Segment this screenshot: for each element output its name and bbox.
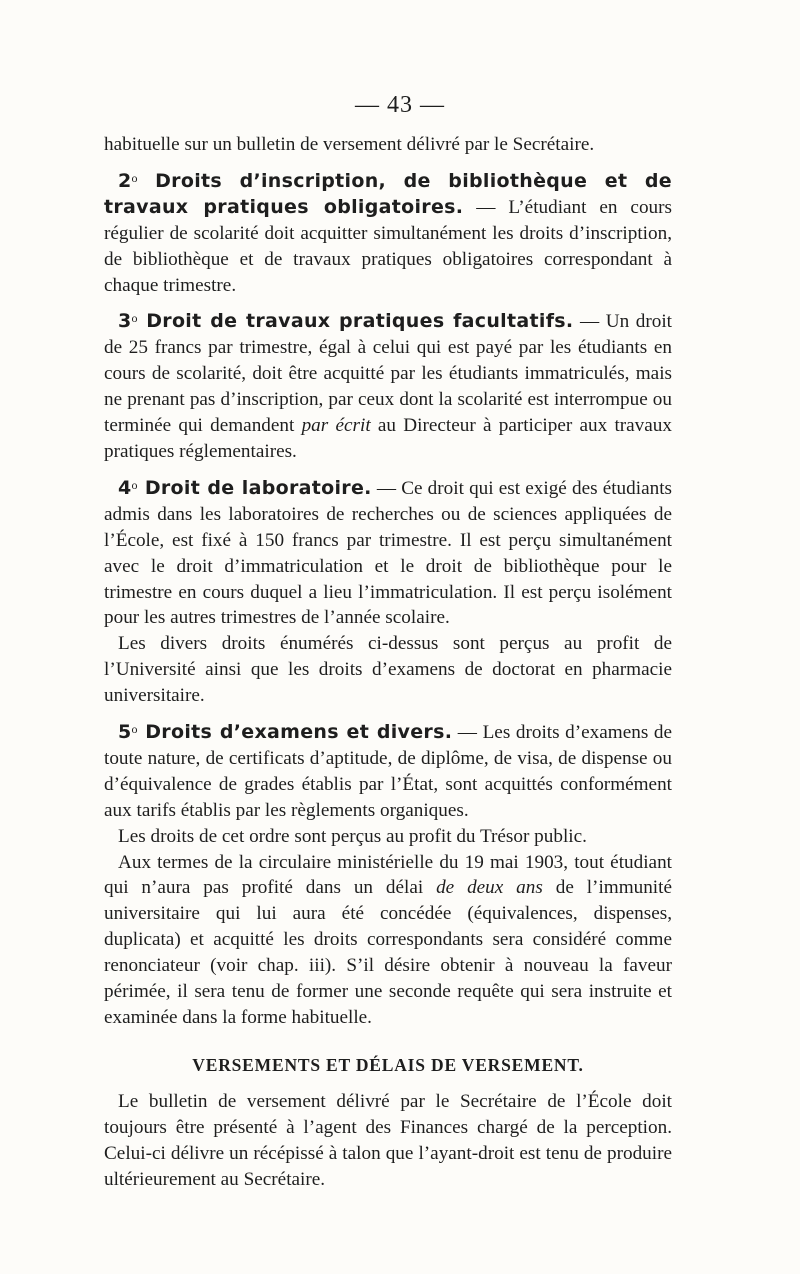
page-number: — 43 — — [355, 92, 445, 118]
paragraph-text: — Un droit de 25 francs par trimestre, égal à celui qui est payé par les étudiants en cours de scolarité, doit être acquitté par les étudiants immatriculés, mais ne prenant pas d’inscription, par ceux dont la scolarité est interrompue ou terminée qui demandent — [104, 311, 672, 437]
paragraph-droits-inscription — [104, 166, 672, 299]
item-number: 2 — [118, 169, 132, 192]
ordinal-suffix: o — [131, 170, 138, 185]
section-heading: Droits d’examens et divers. — [137, 721, 453, 744]
ordinal-suffix: o — [131, 311, 138, 326]
paragraph-text: Aux termes de la circulaire ministérielle du 19 mai 1903, tout étudiant qui n’aura pas profité dans un délai — [104, 851, 672, 899]
paragraph-bulletin-versement: Le bulletin de versement délivré par le Secrétaire de l’École doit toujours être présenté à l’agent des Finances chargé de la perception. Celui-ci délivre un récépissé à talon que l’ayant-droit est tenu de produire ultérieurement au Secrétaire. — [104, 1090, 672, 1190]
ordinal-suffix: o — [131, 722, 138, 737]
paragraph-text: au Directeur à participer aux travaux pratiques réglementaires. — [104, 415, 672, 462]
item-number: 4 — [118, 476, 132, 499]
paragraph-circulaire — [104, 850, 672, 1031]
section-heading: Droit de travaux pratiques facultatifs. — [137, 310, 574, 333]
paragraph-tresor-public: Les droits de cet ordre sont perçus au profit du Trésor public. — [118, 825, 587, 847]
paragraph-travaux-facultatifs — [104, 306, 672, 464]
item-number: 3 — [118, 310, 132, 333]
paragraph-text: — Ce droit qui est exigé des étudiants admis dans les laboratoires de recherches ou de sciences appliquées de l’École, est fixé à 150 francs par trimestre. Il est perçu simultanément avec le droit d’immatriculation et le droit de bibliothèque pour le trimestre en cours duquel a lieu l’immatriculation. Il est perçu isolément pour les autres trimestres de l’année scolaire. — [104, 477, 672, 629]
emphasis-text: de deux ans — [436, 877, 543, 899]
section-heading: Droits d’inscription, de bibliothèque et de travaux pratiques obligatoires. — [104, 169, 672, 218]
paragraph-continuation: habituelle sur un bulletin de versement délivré par le Secrétaire. — [104, 134, 595, 155]
paragraph-droit-laboratoire — [104, 473, 672, 631]
item-number: 5 — [118, 721, 132, 744]
paragraph-text: de l’immunité universitaire qui lui aura été concédée (équivalences, dispenses, duplicata) et acquitté les droits correspondants sera considéré comme renonciateur (voir chap. iii). S’il désire obtenir à nouveau la faveur périmée, il sera tenu de former une seconde requête qui sera instruite et examinée dans la forme habituelle. — [104, 877, 672, 1028]
page-body — [104, 132, 672, 1192]
section-heading: Droit de laboratoire. — [137, 476, 372, 499]
paragraph-droits-divers-universite: Les divers droits énumérés ci-dessus sont perçus au profit de l’Université ainsi que les droits d’examens de doctorat en pharmacie universitaire. — [104, 633, 672, 707]
paragraph-text: — L’étudiant en cours régulier de scolarité doit acquitter simultanément les droits d’inscription, de bibliothèque et de travaux pratiques obligatoires correspondant à chaque trimestre. — [104, 196, 672, 296]
paragraph-text: — Les droits d’examens de toute nature, de certificats d’aptitude, de diplôme, de visa, de dispense ou d’équivalence de grades établis par l’État, sont acquittés conformément aux tarifs établis par les règlements organiques. — [104, 722, 672, 821]
paragraph-droits-examens — [104, 717, 672, 824]
section-title: VERSEMENTS ET DÉLAIS DE VERSEMENT. — [192, 1054, 584, 1075]
emphasis-text: par écrit — [301, 415, 371, 437]
ordinal-suffix: o — [131, 477, 138, 492]
